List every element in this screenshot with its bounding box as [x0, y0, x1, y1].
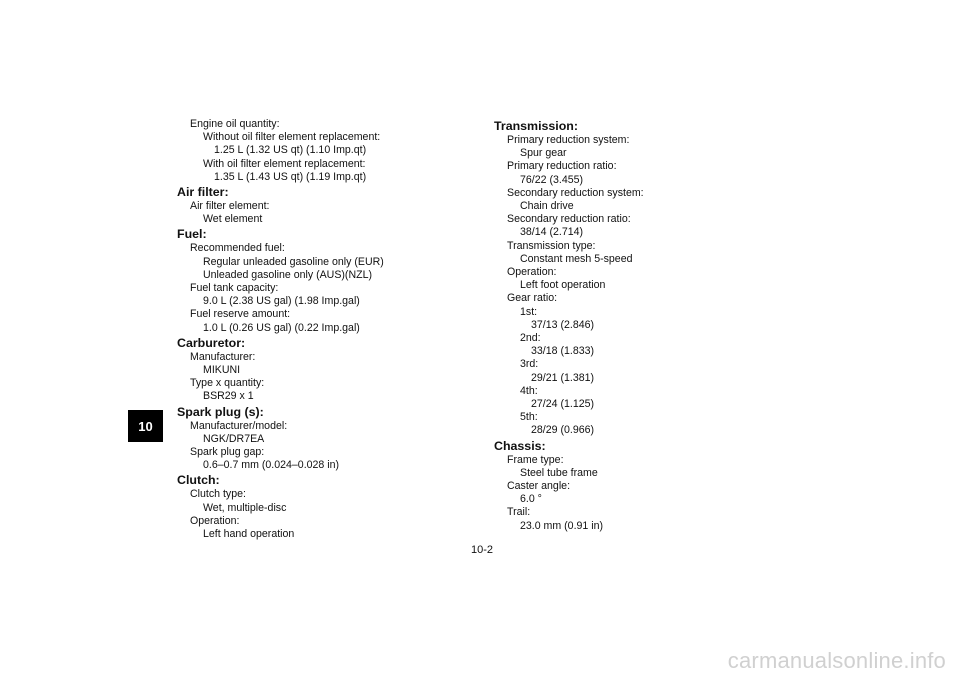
spec-line: 2nd:	[520, 332, 541, 345]
spec-line: Chain drive	[520, 200, 574, 213]
page-number: 10-2	[470, 544, 494, 556]
section-heading: Fuel:	[177, 227, 207, 242]
spec-line: Operation:	[190, 514, 240, 527]
spec-line: 27/24 (1.125)	[531, 398, 595, 411]
spec-line: Manufacturer:	[190, 350, 256, 363]
spec-line: 38/14 (2.714)	[520, 226, 584, 239]
spec-line: Secondary reduction ratio:	[507, 213, 631, 226]
spec-line: Clutch type:	[190, 488, 246, 501]
spec-line: Transmission type:	[507, 239, 596, 252]
spec-line: 0.6–0.7 mm (0.024–0.028 in)	[203, 459, 340, 472]
left-column	[177, 118, 447, 541]
spec-line: 29/21 (1.381)	[531, 371, 595, 384]
section-heading: Air filter:	[177, 185, 229, 200]
section-heading: Spark plug (s):	[177, 404, 264, 419]
spec-line: 1.0 L (0.26 US gal) (0.22 Imp.gal)	[203, 321, 360, 334]
spec-line: Secondary reduction system:	[507, 186, 644, 199]
spec-line: 28/29 (0.966)	[531, 424, 595, 437]
spec-line: Caster angle:	[507, 480, 571, 493]
section-heading: Carburetor:	[177, 335, 246, 350]
spec-line: Spark plug gap:	[190, 446, 265, 459]
spec-line: Engine oil quantity:	[190, 118, 280, 130]
spec-line: With oil filter element replacement:	[203, 157, 366, 170]
spec-line: Left hand operation	[203, 528, 295, 541]
spec-line: Primary reduction ratio:	[507, 160, 617, 173]
section-heading: Transmission:	[494, 119, 579, 133]
spec-line: 4th:	[520, 384, 538, 397]
spec-line: Wet element	[203, 213, 263, 226]
section-heading: Clutch:	[177, 473, 220, 488]
spec-line: MIKUNI	[203, 364, 241, 377]
spec-line: 1.25 L (1.32 US qt) (1.10 Imp.qt)	[214, 144, 367, 157]
spec-line: Wet, multiple-disc	[203, 501, 287, 514]
spec-line: NGK/DR7EA	[203, 432, 265, 445]
spec-line: 5th:	[520, 411, 538, 424]
spec-line: Fuel reserve amount:	[190, 308, 291, 321]
watermark: carmanualsonline.info	[727, 648, 946, 673]
spec-line: 33/18 (1.833)	[531, 345, 595, 358]
spec-line: 6.0 °	[520, 493, 542, 506]
spec-line: Primary reduction system:	[507, 134, 630, 146]
spec-line: Without oil filter element replacement:	[203, 131, 381, 144]
spec-line: Unleaded gasoline only (AUS)(NZL)	[203, 268, 372, 281]
spec-line: Gear ratio:	[507, 292, 558, 305]
spec-line: Frame type:	[507, 453, 564, 466]
spec-line: Recommended fuel:	[190, 242, 285, 255]
spec-line: Steel tube frame	[520, 466, 598, 479]
section-heading: Chassis:	[494, 438, 546, 453]
spec-line: 1.35 L (1.43 US qt) (1.19 Imp.qt)	[214, 170, 367, 183]
spec-line: Left foot operation	[520, 279, 606, 292]
spec-line: 3rd:	[520, 358, 539, 371]
spec-line: Constant mesh 5-speed	[520, 252, 633, 265]
right-column	[494, 118, 794, 533]
spec-line: Operation:	[507, 266, 557, 279]
spec-line: Spur gear	[520, 147, 567, 160]
spec-line: Trail:	[507, 506, 531, 519]
spec-line: 37/13 (2.846)	[531, 318, 595, 331]
spec-line: Manufacturer/model:	[190, 419, 288, 432]
spec-line: BSR29 x 1	[203, 390, 254, 403]
spec-line: 9.0 L (2.38 US gal) (1.98 Imp.gal)	[203, 295, 360, 308]
spec-line: Type x quantity:	[190, 377, 265, 390]
spec-line: Air filter element:	[190, 200, 270, 213]
spec-line: 23.0 mm (0.91 in)	[520, 519, 604, 532]
spec-line: Fuel tank capacity:	[190, 282, 279, 295]
spec-line: 1st:	[520, 305, 538, 318]
chapter-tab: 10	[128, 410, 163, 442]
spec-line: Regular unleaded gasoline only (EUR)	[203, 255, 384, 268]
spec-line: 76/22 (3.455)	[520, 173, 584, 186]
